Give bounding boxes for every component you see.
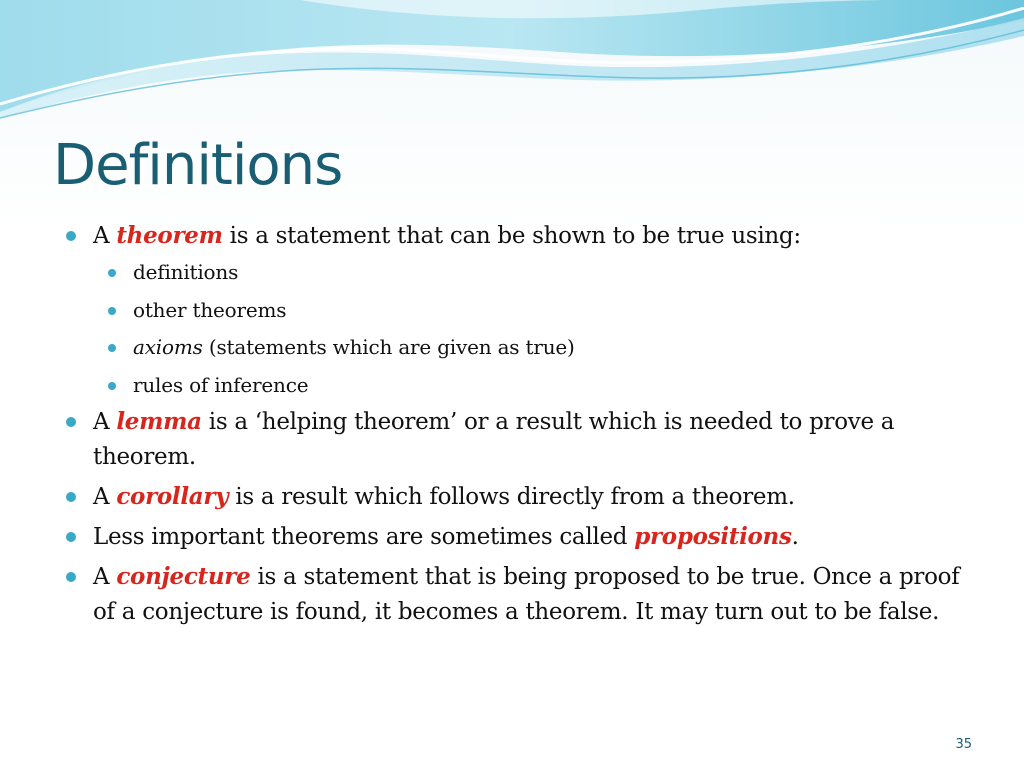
theorem-sublist — [64, 254, 964, 404]
bullet-theorem-pre: A — [93, 223, 110, 249]
bullet-corollary-pre: A — [93, 484, 110, 510]
bullet-lemma-pre: A — [93, 409, 110, 435]
subbullet-rules — [104, 367, 964, 405]
term-theorem: theorem — [116, 222, 223, 249]
subbullet-other-theorems — [104, 292, 964, 330]
header-wave-decoration — [0, 0, 1024, 130]
subbullet-rules-text: rules of inference — [133, 372, 309, 397]
bullet-theorem — [64, 218, 964, 254]
subbullet-definitions-text: definitions — [133, 260, 239, 284]
subbullet-other-theorems-text: other theorems — [133, 297, 287, 322]
bullet-propositions-post: . — [791, 524, 799, 550]
bullet-conjecture — [64, 559, 964, 630]
subbullet-definitions — [104, 254, 964, 292]
bullet-lemma — [64, 404, 964, 475]
term-corollary: corollary — [116, 483, 229, 510]
term-conjecture: conjecture — [116, 563, 251, 590]
term-propositions: propositions — [634, 523, 792, 550]
bullet-conjecture-post: is a statement that is being proposed to be true. Once a proof of a conjecture is found, it becomes a theorem. It may turn out to be false. — [93, 564, 960, 625]
bullet-propositions-pre: Less important theorems are sometimes called — [93, 524, 628, 550]
term-lemma: lemma — [116, 408, 202, 435]
page-number: 35 — [955, 737, 972, 752]
subbullet-axioms — [104, 329, 964, 367]
slide-title: Definitions — [53, 133, 343, 198]
bullet-corollary — [64, 479, 964, 515]
bullet-list — [64, 218, 964, 630]
bullet-conjecture-pre: A — [93, 564, 110, 590]
bullet-corollary-post: is a result which follows directly from a theorem. — [235, 484, 795, 510]
term-axioms: axioms — [133, 335, 203, 359]
bullet-theorem-post: is a statement that can be shown to be true using: — [229, 223, 801, 249]
subbullet-axioms-text: (statements which are given as true) — [208, 335, 575, 359]
bullet-lemma-post: is a ‘helping theorem’ or a result which is needed to prove a theorem. — [93, 409, 895, 470]
bullet-propositions — [64, 519, 964, 555]
